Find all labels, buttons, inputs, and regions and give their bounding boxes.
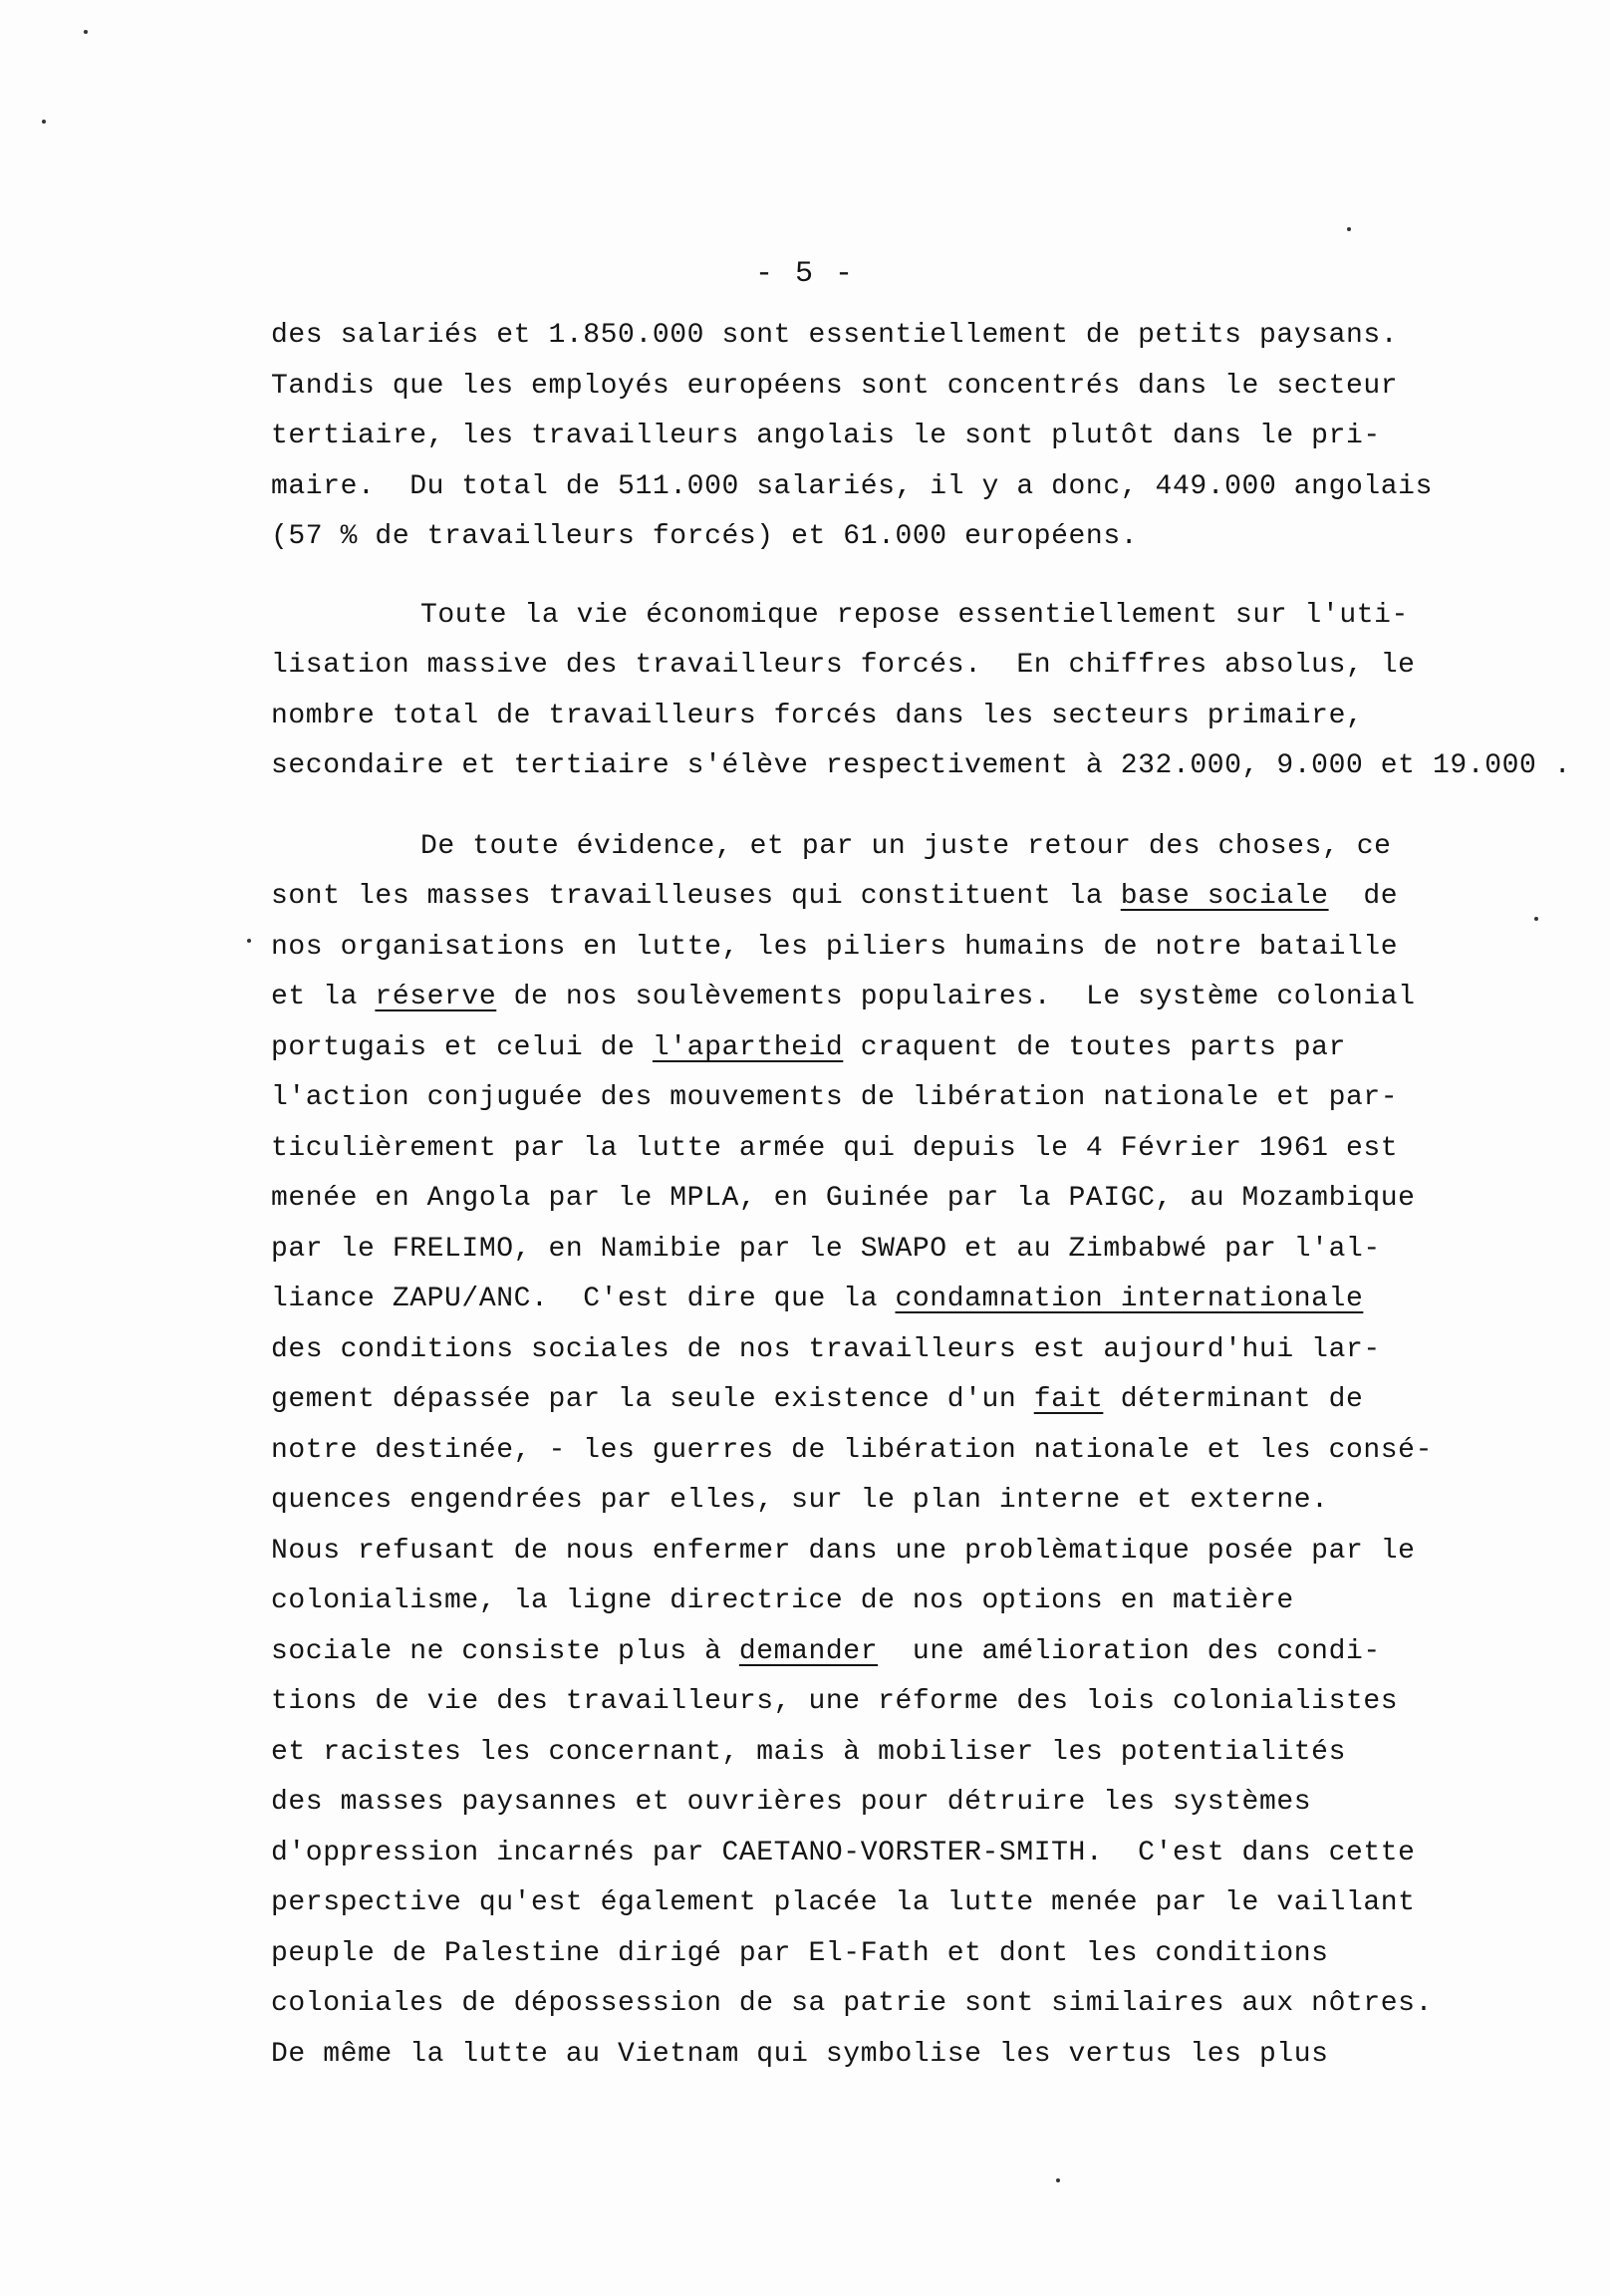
- text-line: [271, 1375, 1496, 1426]
- text-line: maire. Du total de 511.000 salariés, il y a donc, 449.000 angolais: [271, 470, 1433, 502]
- text-run: et la: [271, 982, 376, 1012]
- text-line: [271, 1627, 1496, 1678]
- text-line: De même la lutte au Vietnam qui symbolise les vertus les plus: [271, 2038, 1329, 2070]
- text-run: déterminant de: [1103, 1384, 1364, 1415]
- text-line: Tandis que les employés européens sont concentrés dans le secteur: [271, 370, 1399, 402]
- text-line: d'oppression incarnés par CAETANO-VORSTER-SMITH. C'est dans cette: [271, 1837, 1416, 1868]
- text-line: des salariés et 1.850.000 sont essentiellement de petits paysans.: [271, 320, 1399, 351]
- text-run: sociale ne consiste plus à: [271, 1635, 739, 1667]
- text-line: colonialisme, la ligne directrice de nos options en matière: [271, 1585, 1294, 1616]
- paragraph-1: [271, 311, 1496, 563]
- scan-speck: [1056, 2178, 1060, 2182]
- text-line: nombre total de travailleurs forcés dans les secteurs primaire,: [271, 700, 1364, 731]
- text-line: (57 % de travailleurs forcés) et 61.000 européens.: [271, 521, 1139, 552]
- text-line: [271, 1023, 1496, 1074]
- text-line: De toute évidence, et par un juste retour des choses, ce: [420, 830, 1392, 862]
- text-line: Toute la vie économique repose essentiellement sur l'uti-: [420, 599, 1409, 631]
- text-line: l'action conjuguée des mouvements de libération nationale et par-: [271, 1082, 1399, 1113]
- body-text: [271, 311, 1572, 2080]
- text-line: et racistes les concernant, mais à mobiliser les potentialités: [271, 1736, 1346, 1768]
- text-line: secondaire et tertiaire s'élève respectivement à 232.000, 9.000 et 19.000 .: [271, 750, 1572, 781]
- text-line: coloniales de dépossession de sa patrie sont similaires aux nôtres.: [271, 1988, 1433, 2019]
- paragraph-2: [271, 591, 1572, 792]
- text-run: de: [1328, 881, 1399, 912]
- text-line: tertiaire, les travailleurs angolais le sont plutôt dans le pri-: [271, 421, 1381, 451]
- text-line: lisation massive des travailleurs forcés. En chiffres absolus, le: [271, 650, 1416, 681]
- text-run: liance ZAPU/ANC. C'est dire que la: [271, 1284, 896, 1314]
- text-line: quences engendrées par elles, sur le plan interne et externe.: [271, 1485, 1329, 1516]
- text-line: [271, 973, 1496, 1023]
- text-run: une amélioration des condi-: [878, 1635, 1381, 1667]
- text-line: perspective qu'est également placée la lutte menée par le vaillant: [271, 1887, 1416, 1918]
- scan-speck: [1347, 227, 1351, 231]
- text-line: ticulièrement par la lutte armée qui depuis le 4 Février 1961 est: [271, 1132, 1399, 1164]
- text-run: sont les masses travailleuses qui constituent la: [271, 881, 1121, 912]
- underlined-term: l'apartheid: [652, 1031, 844, 1063]
- page-number: - 5 -: [754, 257, 855, 291]
- text-run: craquent de toutes parts par: [843, 1031, 1346, 1063]
- text-line: par le FRELIMO, en Namibie par le SWAPO et au Zimbabwé par l'al-: [271, 1233, 1381, 1265]
- scan-speck: [84, 30, 88, 34]
- text-line: menée en Angola par le MPLA, en Guinée par la PAIGC, au Mozambique: [271, 1183, 1416, 1214]
- text-line: peuple de Palestine dirigé par El-Fath et dont les conditions: [271, 1937, 1329, 1969]
- underlined-term: condamnation internationale: [895, 1284, 1364, 1314]
- text-line: nos organisations en lutte, les piliers humains de notre bataille: [271, 931, 1399, 963]
- text-run: portugais et celui de: [271, 1031, 653, 1063]
- text-line: [271, 1275, 1496, 1325]
- text-line: Nous refusant de nous enfermer dans une problèmatique posée par le: [271, 1535, 1416, 1567]
- underlined-term: base sociale: [1120, 881, 1329, 912]
- text-line: [271, 872, 1496, 923]
- underlined-term: réserve: [375, 982, 497, 1012]
- scan-speck: [247, 939, 251, 943]
- underlined-term: fait: [1033, 1384, 1104, 1415]
- text-run: gement dépassée par la seule existence d'un: [271, 1384, 1034, 1415]
- text-line: notre destinée, - les guerres de libération nationale et les consé-: [271, 1434, 1433, 1466]
- scan-speck: [1534, 917, 1538, 921]
- scan-speck: [42, 120, 46, 124]
- paragraph-3: [271, 822, 1496, 2081]
- text-line: des masses paysannes et ouvrières pour détruire les systèmes: [271, 1787, 1312, 1818]
- text-run: de nos soulèvements populaires. Le système colonial: [496, 982, 1416, 1012]
- text-line: tions de vie des travailleurs, une réforme des lois colonialistes: [271, 1686, 1399, 1717]
- text-line: des conditions sociales de nos travailleurs est aujourd'hui lar-: [271, 1333, 1381, 1365]
- underlined-term: demander: [738, 1635, 879, 1667]
